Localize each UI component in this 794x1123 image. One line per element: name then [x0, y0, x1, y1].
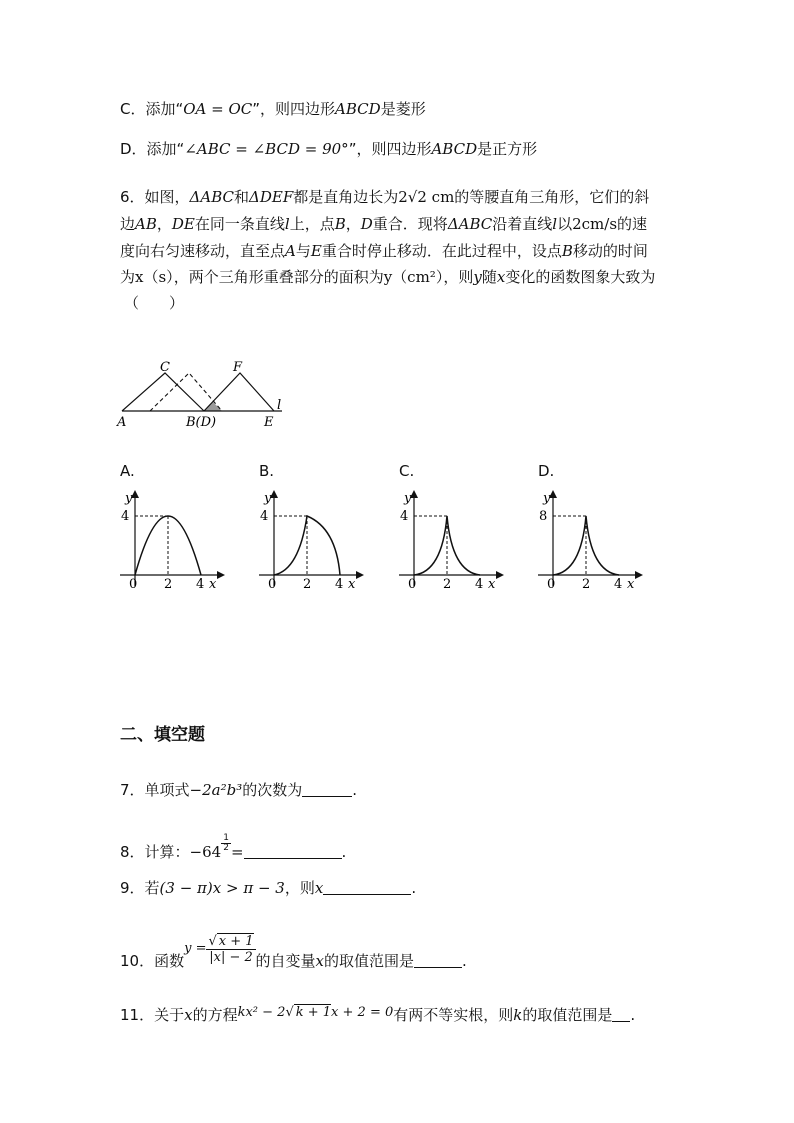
text: 重合时停止移动．在此过程中，设点: [321, 242, 562, 260]
text: ，则: [284, 879, 315, 897]
tick-2: 2: [164, 577, 173, 592]
text: 的等腰直角三角形，它们的斜: [454, 188, 650, 206]
label-e: E: [264, 415, 274, 430]
ymax-label: 4: [260, 509, 269, 524]
overlap-shaded-region: [204, 402, 222, 411]
text: 6．如图，: [120, 188, 190, 206]
label-a: A: [117, 415, 127, 430]
text: 10．函数: [120, 952, 185, 970]
text: .: [352, 781, 358, 799]
math: y =: [184, 941, 207, 956]
exponent-fraction: [221, 834, 231, 853]
text: 的自变量: [255, 952, 316, 970]
x-label: x: [627, 577, 635, 592]
math: A: [285, 242, 296, 260]
text: 的速: [617, 215, 648, 233]
text: 随: [481, 268, 497, 286]
text: 在同一条直线: [194, 215, 285, 233]
x-label: x: [348, 577, 356, 592]
choice-b-letter[interactable]: B.: [259, 462, 275, 480]
text: 是正方形: [477, 140, 538, 158]
text: D．添加“: [120, 140, 185, 158]
equation: kx² − 2√ k + 1x + 2 = 0: [237, 1005, 394, 1020]
text: ，: [156, 215, 172, 233]
triangle-abc: [122, 373, 204, 411]
math: D: [360, 215, 373, 233]
math: k: [513, 1006, 523, 1024]
math: y（cm²）: [383, 268, 444, 286]
q6-line-1: [120, 186, 649, 208]
label-c: C: [160, 360, 170, 375]
question-11: [120, 1004, 635, 1028]
text: 重合．现将: [372, 215, 448, 233]
tick-2: 2: [443, 577, 452, 592]
text: 度向右匀速移动，直至点: [120, 242, 286, 260]
x-label: x: [209, 577, 217, 592]
text: 是菱形: [380, 100, 426, 118]
q6-line-3: [120, 240, 648, 262]
text: 11．关于: [120, 1006, 185, 1024]
math: ΔABC: [189, 188, 234, 206]
math: l: [552, 215, 558, 233]
option-c: [120, 98, 426, 120]
answer-blank[interactable]: [414, 951, 462, 968]
math: −64: [189, 843, 222, 861]
math: x: [315, 952, 325, 970]
choice-d-letter[interactable]: D.: [538, 462, 555, 480]
label-f: F: [233, 360, 243, 375]
text: .: [630, 1006, 636, 1024]
text: 的方程: [192, 1006, 238, 1024]
math: (3 − π)x > π − 3: [159, 879, 285, 897]
denominator: 2: [223, 843, 229, 853]
tick-4: 4: [335, 577, 344, 592]
text: 9．若: [120, 879, 160, 897]
label-b-d: B(D): [186, 415, 217, 430]
text: ，则: [443, 268, 474, 286]
math: ABCD: [431, 140, 478, 158]
radicand: x + 1: [218, 934, 254, 949]
y-label: y: [543, 491, 551, 506]
text: .: [341, 843, 347, 861]
numerator: 1: [223, 833, 229, 843]
text: 和: [234, 188, 250, 206]
math: B: [561, 242, 573, 260]
text: 8．计算：: [120, 843, 190, 861]
math: −2a²b³: [189, 781, 243, 799]
q6-line-2: [120, 213, 647, 235]
question-8: [120, 834, 346, 863]
text: 与: [295, 242, 311, 260]
denominator: |x| − 2: [209, 950, 253, 965]
text: 变化的函数图象大致为: [505, 268, 656, 286]
x-arrow-icon: [356, 571, 364, 579]
math: DE: [171, 215, 195, 233]
text: 的取值范围是: [522, 1006, 613, 1024]
text: 的取值范围是: [324, 952, 415, 970]
text: C．添加“: [120, 100, 184, 118]
x-arrow-icon: [635, 571, 643, 579]
text: 以: [557, 215, 573, 233]
math: 2cm/s: [572, 215, 618, 233]
y-label: y: [404, 491, 412, 506]
choice-c-letter[interactable]: C.: [399, 462, 415, 480]
answer-blank[interactable]: [244, 842, 342, 859]
choice-a-letter[interactable]: A.: [120, 462, 135, 480]
graph-a[interactable]: [115, 488, 225, 594]
math: OA = OC: [183, 100, 253, 118]
text: .: [411, 879, 417, 897]
ymax-label: 4: [121, 509, 130, 524]
text: ，: [345, 215, 361, 233]
text: 7．单项式: [120, 781, 190, 799]
option-d: [120, 138, 537, 160]
text: ”，则四边形: [348, 140, 432, 158]
question-10: [120, 934, 467, 977]
text: 上，点: [289, 215, 335, 233]
text: 都是直角边长为: [293, 188, 399, 206]
text: 有两不等实根，则: [393, 1006, 514, 1024]
math: x: [496, 268, 506, 286]
graph-d[interactable]: [533, 488, 643, 594]
math: l: [284, 215, 290, 233]
answer-blank[interactable]: [302, 780, 352, 797]
answer-paren: （ ）: [124, 294, 185, 312]
text: 沿着直线: [492, 215, 553, 233]
text: ”，则四边形: [252, 100, 336, 118]
math: kx² − 2: [237, 1005, 286, 1020]
text: ，两个三角形重叠部分的面积为: [173, 268, 384, 286]
math: x（s）: [135, 268, 174, 286]
tick-4: 4: [475, 577, 484, 592]
math: =: [230, 843, 244, 861]
tick-2: 2: [582, 577, 591, 592]
text: 移动的时间: [572, 242, 648, 260]
math: y: [473, 268, 482, 286]
answer-blank[interactable]: [612, 1005, 630, 1022]
math: ΔDEF: [249, 188, 294, 206]
text: .: [462, 952, 467, 970]
ymax-label: 8: [539, 509, 548, 524]
x-arrow-icon: [496, 571, 504, 579]
origin-label: 0: [408, 577, 417, 592]
graph-b[interactable]: [254, 488, 364, 594]
x-label: x: [488, 577, 496, 592]
y-label: y: [125, 491, 133, 506]
answer-blank[interactable]: [323, 878, 411, 895]
section-heading: 二、填空题: [120, 725, 205, 745]
numerator: √ x + 1: [208, 934, 254, 949]
text: 为: [120, 268, 136, 286]
x-arrow-icon: [217, 571, 225, 579]
tick-4: 4: [196, 577, 205, 592]
q6-line-4: [120, 266, 655, 288]
math: 2√2 cm: [398, 188, 455, 206]
math: x + 2 = 0: [331, 1005, 394, 1020]
y-label: y: [264, 491, 272, 506]
math: x: [314, 879, 324, 897]
tick-4: 4: [614, 577, 623, 592]
label-l: l: [277, 398, 282, 413]
math: x: [184, 1006, 193, 1024]
tick-2: 2: [303, 577, 312, 592]
radicand: k + 1: [295, 1005, 332, 1020]
ymax-label: 4: [400, 509, 409, 524]
math: B: [334, 215, 346, 233]
origin-label: 0: [547, 577, 556, 592]
math: ∠ABC = ∠BCD = 90°: [184, 140, 349, 158]
origin-label: 0: [268, 577, 277, 592]
text: 边: [120, 215, 136, 233]
fraction: [206, 934, 255, 965]
math: ΔABC: [447, 215, 493, 233]
math: AB: [135, 215, 157, 233]
math: ABCD: [335, 100, 381, 118]
question-9: [120, 877, 416, 899]
math: E: [310, 242, 322, 260]
origin-label: 0: [129, 577, 138, 592]
graph-c[interactable]: [394, 488, 504, 594]
question-7: [120, 779, 357, 801]
text: 的次数为: [242, 781, 303, 799]
triangles-figure: [112, 358, 302, 430]
